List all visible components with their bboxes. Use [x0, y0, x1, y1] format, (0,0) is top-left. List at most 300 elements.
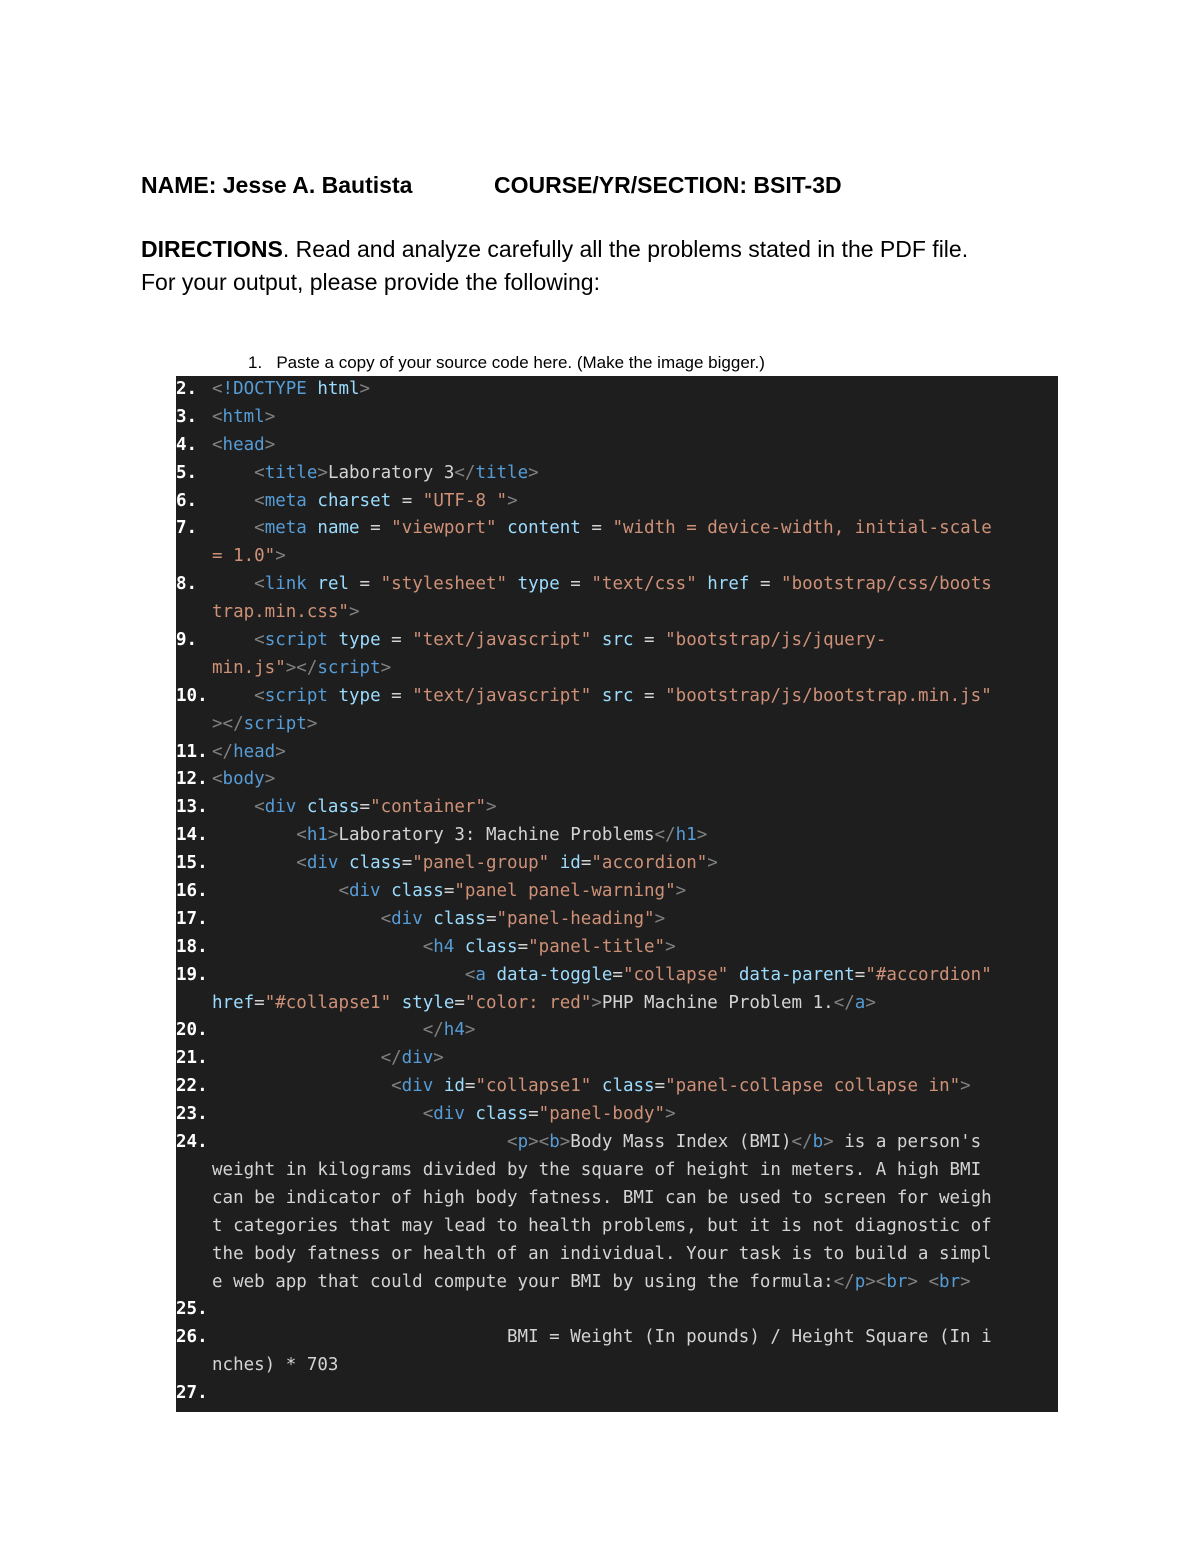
- code-content: [212, 906, 665, 934]
- code-token: href: [707, 574, 750, 595]
- code-content: [212, 1157, 981, 1185]
- code-token: html: [317, 379, 360, 399]
- line-number: 5.: [176, 462, 198, 483]
- code-line: [176, 460, 1058, 488]
- code-token: <: [380, 908, 392, 929]
- code-token: "stylesheet": [380, 574, 508, 595]
- code-token: class: [391, 881, 444, 902]
- code-token: trap.min.css": [212, 602, 349, 623]
- code-token: >: [275, 741, 286, 762]
- code-token: head: [233, 741, 276, 762]
- code-content: [212, 1185, 992, 1213]
- code-line: [176, 1073, 1058, 1101]
- line-number: 21.: [176, 1048, 208, 1069]
- code-token: <: [254, 630, 265, 651]
- code-token: data-parent: [738, 964, 855, 985]
- code-token: >: [264, 769, 276, 790]
- code-content: [212, 460, 539, 488]
- code-token: data-toggle: [496, 964, 613, 985]
- code-line: [176, 1296, 1058, 1324]
- code-token: >: [380, 657, 392, 678]
- code-token: id: [443, 1076, 465, 1097]
- code-line: [176, 599, 1058, 627]
- code-token: [918, 1272, 929, 1292]
- code-line: [176, 655, 1058, 683]
- code-token: title: [475, 462, 529, 483]
- code-token: [507, 574, 518, 594]
- code-content: [212, 850, 718, 878]
- code-token: src: [601, 630, 634, 651]
- code-token: <: [212, 406, 223, 427]
- code-line: [176, 1269, 1058, 1297]
- code-line: [176, 1157, 1058, 1185]
- code-token: <: [464, 964, 476, 985]
- code-token: p: [517, 1132, 529, 1153]
- code-line: [176, 432, 1058, 460]
- code-line: [176, 1045, 1058, 1073]
- code-token: =: [654, 1076, 666, 1097]
- code-token: [549, 853, 560, 873]
- code-token: br: [939, 1271, 961, 1292]
- code-token: BMI = Weight (In pounds) / Height Square (In i: [507, 1327, 992, 1348]
- code-token: <: [254, 462, 265, 483]
- line-number: 2.: [176, 379, 198, 399]
- line-number: 10.: [176, 685, 208, 706]
- code-token: Laboratory 3: Machine Problems: [338, 825, 655, 846]
- directions-text-line1: . Read and analyze carefully all the problems stated in the PDF file.: [282, 236, 969, 262]
- code-token: id: [559, 853, 581, 874]
- line-number: 22.: [176, 1076, 208, 1097]
- code-token: script: [264, 685, 328, 706]
- code-content: [212, 376, 370, 404]
- code-token: [423, 909, 434, 929]
- line-number: 20.: [176, 1020, 208, 1041]
- code-token: div: [264, 797, 297, 818]
- directions-label: DIRECTIONS: [141, 236, 283, 262]
- code-token: >: [264, 434, 276, 455]
- code-token: =: [359, 518, 392, 539]
- code-content: [212, 711, 317, 739]
- code-token: =: [349, 574, 381, 595]
- code-line: [176, 376, 1058, 404]
- code-token: <: [212, 434, 223, 455]
- line-number: 3.: [176, 406, 198, 427]
- list-item-1: 1. Paste a copy of your source code here. (Make the image bigger.): [248, 353, 765, 372]
- code-token: >: [317, 462, 328, 483]
- code-token: meta: [264, 518, 307, 539]
- code-token: =: [854, 964, 866, 985]
- code-token: >: [433, 1048, 444, 1069]
- code-token: <: [212, 769, 223, 790]
- code-token: "UTF-8 ": [422, 490, 508, 511]
- code-token: =: [517, 936, 529, 957]
- code-token: =: [454, 992, 465, 1013]
- code-token: src: [601, 685, 634, 706]
- code-token: type: [517, 574, 560, 595]
- code-token: the body fatness or health of an individual. Your task is to build a simpl: [212, 1243, 992, 1264]
- code-token: "viewport": [391, 518, 497, 539]
- code-token: [591, 1076, 602, 1096]
- code-token: a: [854, 992, 866, 1013]
- code-content: [212, 962, 992, 990]
- code-token: Body Mass Index (BMI): [570, 1132, 792, 1153]
- code-token: ><: [865, 1271, 887, 1292]
- code-token: =: [254, 992, 265, 1013]
- code-token: =: [580, 518, 613, 539]
- code-line: [176, 822, 1058, 850]
- code-token: </: [454, 462, 476, 483]
- code-token: >: [665, 1104, 676, 1125]
- directions-paragraph: [141, 233, 1101, 299]
- code-token: p: [854, 1271, 866, 1292]
- code-token: href: [212, 992, 255, 1013]
- code-token: <: [296, 825, 307, 846]
- code-token: <: [507, 1132, 518, 1153]
- line-number: 18.: [176, 936, 208, 957]
- code-token: t categories that may lead to health problems, but it is not diagnostic of: [212, 1215, 992, 1236]
- code-token: h4: [433, 936, 455, 957]
- code-token: <: [422, 936, 434, 957]
- code-line: [176, 1241, 1058, 1269]
- student-name: NAME: Jesse A. Bautista: [141, 172, 413, 198]
- code-token: >: [696, 825, 708, 846]
- code-token: >: [264, 406, 276, 427]
- code-token: >: [823, 1132, 834, 1153]
- code-token: "panel-title": [528, 936, 666, 957]
- code-token: =: [612, 964, 623, 985]
- code-token: h1: [306, 825, 328, 846]
- line-number: 15.: [176, 853, 208, 874]
- code-token: "text/javascript": [412, 685, 592, 706]
- code-token: class: [464, 936, 518, 957]
- code-line: [176, 1352, 1058, 1380]
- code-line: [176, 990, 1058, 1018]
- line-number: 25.: [176, 1299, 208, 1320]
- code-token: =: [633, 685, 666, 706]
- code-line: [176, 627, 1058, 655]
- code-token: nches) * 703: [212, 1355, 339, 1376]
- code-line: [176, 488, 1058, 516]
- line-number: 16.: [176, 881, 208, 902]
- code-token: class: [306, 797, 360, 818]
- code-token: type: [338, 685, 381, 706]
- code-token: <: [391, 1076, 402, 1097]
- code-token: </: [380, 1048, 402, 1069]
- code-token: div: [433, 1104, 465, 1125]
- code-token: "panel-body": [538, 1104, 666, 1125]
- code-token: =: [391, 490, 423, 511]
- code-token: <: [212, 379, 223, 399]
- code-token: [307, 379, 318, 399]
- code-token: [591, 630, 602, 650]
- code-line: [176, 906, 1058, 934]
- code-token: [338, 853, 349, 873]
- code-token: >: [275, 546, 286, 567]
- code-token: "width = device-width, initial-scale: [612, 518, 992, 539]
- code-content: [212, 1241, 992, 1269]
- code-token: [728, 965, 739, 985]
- code-token: "accordion": [591, 853, 708, 874]
- code-line: [176, 878, 1058, 906]
- code-token: </: [833, 1271, 855, 1292]
- line-number: 7.: [176, 518, 198, 539]
- code-token: b: [549, 1132, 560, 1153]
- code-line: [176, 794, 1058, 822]
- code-token: </: [833, 992, 855, 1013]
- code-content: [212, 655, 391, 683]
- code-content: [212, 1073, 971, 1101]
- code-token: >: [507, 490, 518, 511]
- code-token: [454, 937, 465, 957]
- code-token: div: [348, 881, 381, 902]
- code-token: div: [391, 908, 423, 929]
- code-token: =: [380, 685, 413, 706]
- code-token: [697, 574, 708, 594]
- code-token: >: [907, 1271, 918, 1292]
- code-token: rel: [317, 574, 350, 595]
- code-token: "color: red": [464, 992, 592, 1013]
- code-token: h4: [443, 1020, 465, 1041]
- line-number: 19.: [176, 964, 208, 985]
- code-token: content: [507, 518, 581, 539]
- code-token: </: [654, 825, 676, 846]
- code-token: meta: [264, 490, 307, 511]
- code-token: "bootstrap/js/jquery-: [665, 630, 887, 651]
- line-number: 6.: [176, 490, 198, 511]
- code-token: [307, 574, 318, 594]
- code-token: >: [675, 881, 687, 902]
- line-number: 8.: [176, 574, 198, 595]
- code-token: charset: [317, 490, 392, 511]
- code-token: <: [254, 797, 265, 818]
- code-token: >: [359, 379, 371, 399]
- code-content: [212, 683, 992, 711]
- code-token: >: [960, 1076, 971, 1097]
- code-token: =: [380, 630, 413, 651]
- code-content: [212, 627, 886, 655]
- line-number: 9.: [176, 630, 198, 651]
- code-token: ></: [212, 713, 244, 734]
- code-line: [176, 1213, 1058, 1241]
- code-token: <: [422, 1104, 434, 1125]
- code-content: [212, 1324, 992, 1352]
- code-token: <: [928, 1271, 940, 1292]
- code-token: div: [401, 1048, 434, 1069]
- code-token: >: [528, 462, 539, 483]
- code-line: [176, 1324, 1058, 1352]
- code-line: [176, 850, 1058, 878]
- code-token: min.js": [212, 657, 286, 678]
- line-number: 17.: [176, 908, 208, 929]
- code-line: [176, 1017, 1058, 1045]
- code-token: >: [960, 1271, 971, 1292]
- code-content: [212, 543, 286, 571]
- code-token: [296, 797, 307, 817]
- code-token: >: [486, 797, 497, 818]
- line-number: 24.: [176, 1132, 208, 1153]
- code-token: "collapse": [622, 964, 729, 985]
- code-token: script: [243, 713, 307, 734]
- code-token: [465, 1104, 476, 1124]
- code-line: [176, 962, 1058, 990]
- code-token: =: [359, 797, 371, 818]
- code-token: br: [886, 1271, 908, 1292]
- code-token: [497, 518, 508, 538]
- code-token: =: [749, 574, 782, 595]
- code-token: =: [528, 1104, 539, 1125]
- code-token: >: [327, 825, 339, 846]
- code-token: >: [865, 992, 876, 1013]
- code-content: [212, 1017, 475, 1045]
- code-token: =: [580, 853, 592, 874]
- code-token: name: [317, 518, 360, 539]
- code-token: [328, 630, 339, 650]
- line-number: 23.: [176, 1104, 208, 1125]
- code-content: [212, 1352, 338, 1380]
- code-token: <: [254, 685, 265, 706]
- code-token: [391, 993, 402, 1013]
- code-token: </: [212, 741, 234, 762]
- code-content: [212, 766, 275, 794]
- code-token: "text/javascript": [412, 630, 592, 651]
- code-token: Laboratory 3: [327, 462, 455, 483]
- code-token: html: [222, 406, 265, 427]
- code-token: "collapse1": [475, 1076, 592, 1097]
- code-token: class: [475, 1104, 529, 1125]
- code-token: <: [254, 490, 265, 511]
- code-line: [176, 1129, 1058, 1157]
- line-number: 14.: [176, 825, 208, 846]
- code-line: [176, 571, 1058, 599]
- code-token: =: [559, 574, 592, 595]
- code-content: [212, 1045, 444, 1073]
- code-token: =: [633, 630, 666, 651]
- code-token: = 1.0": [212, 546, 276, 567]
- code-token: >: [707, 853, 718, 874]
- code-token: >: [665, 936, 676, 957]
- code-line: [176, 1185, 1058, 1213]
- line-number: 13.: [176, 797, 208, 818]
- code-token: </: [422, 1020, 444, 1041]
- code-token: head: [222, 434, 265, 455]
- code-token: b: [812, 1132, 824, 1153]
- code-line: [176, 1101, 1058, 1129]
- code-content: [212, 1129, 981, 1157]
- code-token: [433, 1076, 444, 1096]
- code-content: [212, 404, 275, 432]
- code-token: >: [348, 602, 360, 623]
- code-token: >: [559, 1132, 571, 1153]
- code-content: [212, 878, 686, 906]
- code-line: [176, 683, 1058, 711]
- code-token: >: [306, 713, 318, 734]
- code-token: "bootstrap/css/boots: [781, 574, 992, 595]
- code-token: !DOCTYPE: [222, 379, 307, 399]
- code-token: <: [254, 574, 265, 595]
- code-token: class: [601, 1076, 655, 1097]
- code-token: <: [296, 853, 307, 874]
- code-token: e web app that could compute your BMI by using the formula:: [212, 1271, 834, 1292]
- code-token: "bootstrap/js/bootstrap.min.js": [665, 685, 992, 706]
- code-token: weight in kilograms divided by the square of height in meters. A high BMI: [212, 1159, 982, 1180]
- line-number: 4.: [176, 434, 198, 455]
- code-token: "panel-collapse collapse in": [665, 1076, 961, 1097]
- code-token: "text/css": [591, 574, 697, 595]
- code-token: [307, 518, 318, 538]
- code-token: =: [485, 908, 497, 929]
- code-token: "panel-group": [412, 853, 550, 874]
- code-token: link: [264, 574, 307, 595]
- code-token: [307, 491, 318, 511]
- code-line: [176, 1380, 1058, 1408]
- code-token: "panel-heading": [496, 908, 655, 929]
- line-number: 26.: [176, 1327, 208, 1348]
- code-token: script: [317, 657, 381, 678]
- code-token: [486, 965, 497, 985]
- code-token: ></: [285, 657, 318, 678]
- code-token: a: [475, 964, 486, 985]
- code-line: [176, 934, 1058, 962]
- code-token: class: [433, 908, 486, 929]
- code-token: =: [401, 853, 413, 874]
- code-token: <: [254, 518, 265, 539]
- code-token: >: [591, 992, 602, 1013]
- code-content: [212, 934, 676, 962]
- code-line: [176, 711, 1058, 739]
- code-line: [176, 515, 1058, 543]
- code-content: [212, 990, 876, 1018]
- code-token: script: [264, 630, 328, 651]
- code-token: "container": [370, 797, 486, 818]
- code-token: "#accordion": [865, 964, 992, 985]
- line-number: 11.: [176, 741, 208, 762]
- code-token: >: [654, 908, 666, 929]
- code-content: [212, 571, 992, 599]
- code-content: [212, 432, 275, 460]
- directions-text-line2: For your output, please provide the following:: [141, 269, 600, 295]
- code-token: div: [306, 853, 339, 874]
- source-code-screenshot: [176, 376, 1058, 1412]
- code-token: class: [349, 853, 402, 874]
- course-section: COURSE/YR/SECTION: BSIT-3D: [494, 172, 842, 198]
- code-content: [212, 1269, 971, 1297]
- code-token: "#collapse1": [264, 992, 392, 1013]
- code-token: div: [401, 1076, 434, 1097]
- code-token: =: [443, 881, 455, 902]
- code-token: ><: [528, 1132, 550, 1153]
- code-line: [176, 766, 1058, 794]
- code-content: [212, 739, 286, 767]
- code-content: [212, 1213, 992, 1241]
- code-content: [212, 488, 518, 516]
- code-content: [212, 1101, 676, 1129]
- code-token: >: [464, 1020, 476, 1041]
- code-token: "panel panel-warning": [454, 881, 676, 902]
- line-number: 12.: [176, 769, 208, 790]
- code-token: PHP Machine Problem 1.: [601, 992, 834, 1013]
- code-token: <: [338, 881, 349, 902]
- code-content: [212, 599, 360, 627]
- code-line: [176, 543, 1058, 571]
- code-content: [212, 515, 992, 543]
- code-token: type: [338, 630, 381, 651]
- code-content: [212, 794, 497, 822]
- code-content: [212, 822, 707, 850]
- code-line: [176, 404, 1058, 432]
- code-token: is a person's: [833, 1132, 982, 1153]
- code-token: title: [264, 462, 318, 483]
- code-token: style: [401, 992, 455, 1013]
